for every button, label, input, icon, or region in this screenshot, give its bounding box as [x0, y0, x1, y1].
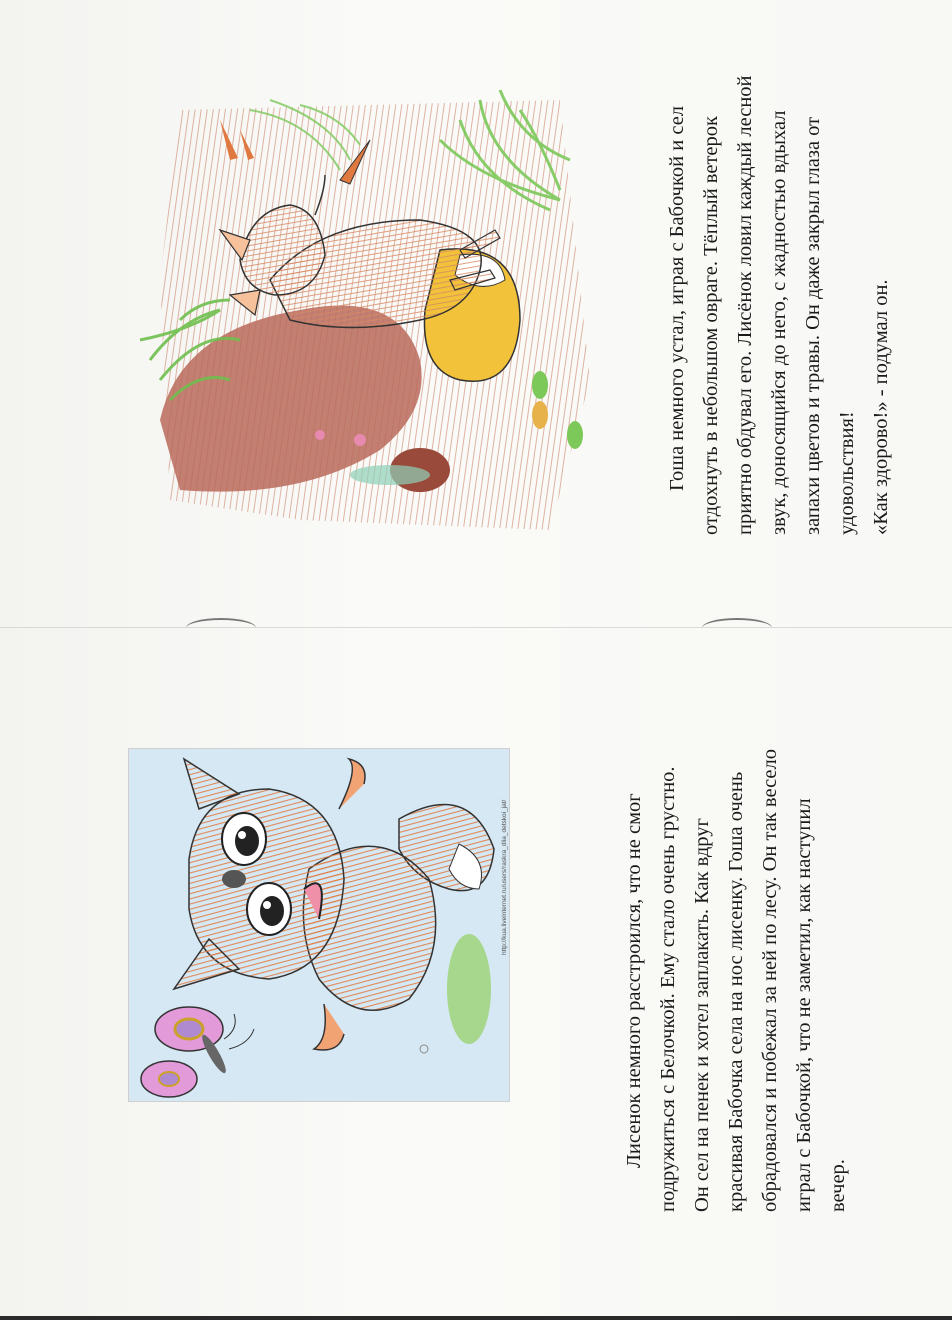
text-line: красивая Бабочка села на нос лисенку. Гоша очень [725, 771, 747, 1212]
top-page-text [660, 75, 898, 535]
text-line: отдохнуть в небольшом овраге. Тёплый ветерок [700, 116, 722, 535]
text-line: «Как здорово!» - подумал он. [870, 279, 892, 535]
fox-butterfly-icon [129, 749, 509, 1101]
text-line: обрадовался и побежал за ней по лесу. Он так весело [759, 749, 781, 1212]
text-line: приятно обдувал его. Лисёнок ловил каждый лесной [734, 75, 756, 535]
text-line: Гоша немного устал, играя с Бабочкой и сел [666, 105, 688, 491]
text-line: звук, доносящийся до него, с жадностью вдыхал [768, 110, 790, 535]
fox-sitting-illustration [120, 80, 620, 540]
text-line: запахи цветов и травы. Он даже закрыл глаза от [802, 116, 824, 535]
text-line: Он сел на пенек и хотел заплакать. Как вдруг [691, 818, 713, 1212]
scan-edge [0, 1316, 952, 1320]
page-fold [0, 627, 952, 628]
fox-butterfly-illustration [128, 748, 510, 1102]
staple-mark [186, 618, 256, 638]
text-line: подружиться с Белочкой. Ему стало очень грустно. [657, 766, 679, 1212]
text-line: вечер. [827, 1159, 849, 1212]
text-line: Лисенок немного расстроился, что не смог [623, 793, 645, 1168]
image-source-url: http://kua.liveinternet.ru/users/raskra_dlia_detskoi_jat/ [501, 799, 508, 955]
fox-sitting-icon [120, 80, 620, 540]
text-line: удовольствия! [836, 411, 858, 535]
bottom-page-text [617, 749, 855, 1212]
staple-mark [702, 618, 772, 638]
text-line: играл с Бабочкой, что не заметил, как наступил [793, 798, 815, 1212]
